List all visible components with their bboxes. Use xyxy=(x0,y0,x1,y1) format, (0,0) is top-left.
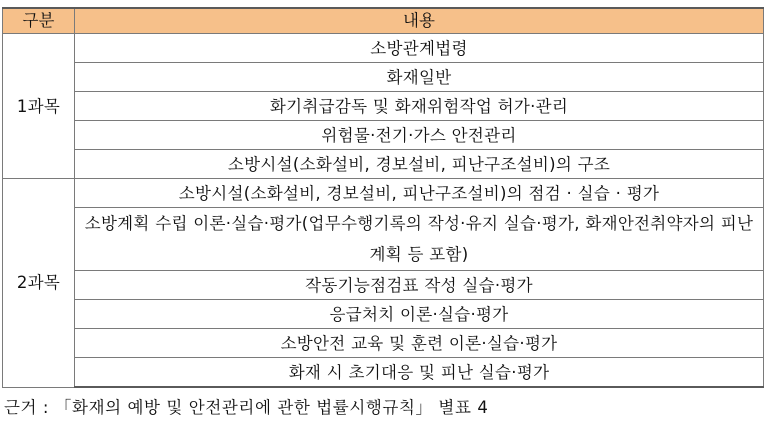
header-content: 내용 xyxy=(75,8,764,34)
table-row xyxy=(3,358,764,388)
header-group: 구분 xyxy=(3,8,75,34)
content-cell: 작동기능점검표 작성 실습·평가 xyxy=(75,271,764,300)
content-cell: 소방안전 교육 및 훈련 이론·실습·평가 xyxy=(75,329,764,358)
table-row xyxy=(3,121,764,150)
table-row xyxy=(3,208,764,271)
subject-table xyxy=(2,7,764,388)
table-row xyxy=(3,34,764,63)
table-row xyxy=(3,329,764,358)
table-row xyxy=(3,63,764,92)
content-cell: 화재일반 xyxy=(75,63,764,92)
content-cell: 소방시설(소화설비, 경보설비, 피난구조설비)의 점검 · 실습 · 평가 xyxy=(75,179,764,208)
source-footnote: 근거 : 「화재의 예방 및 안전관리에 관한 법률시행규칙」 별표 4 xyxy=(4,398,489,417)
content-cell: 소방계획 수립 이론·실습·평가(업무수행기록의 작성·유지 실습·평가, 화재안전취약자의 피난계획 등 포함) xyxy=(75,208,764,271)
group-label-1: 1과목 xyxy=(3,34,75,179)
table-row xyxy=(3,150,764,179)
header-row xyxy=(3,8,764,34)
group-label-2: 2과목 xyxy=(3,179,75,388)
content-cell: 소방시설(소화설비, 경보설비, 피난구조설비)의 구조 xyxy=(75,150,764,179)
content-cell: 화재 시 초기대응 및 피난 실습·평가 xyxy=(75,358,764,388)
table-row xyxy=(3,271,764,300)
table-row xyxy=(3,92,764,121)
table-row xyxy=(3,300,764,329)
content-cell: 위험물·전기·가스 안전관리 xyxy=(75,121,764,150)
content-cell: 화기취급감독 및 화재위험작업 허가·관리 xyxy=(75,92,764,121)
table-row xyxy=(3,179,764,208)
content-cell: 소방관계법령 xyxy=(75,34,764,63)
content-cell: 응급처치 이론·실습·평가 xyxy=(75,300,764,329)
